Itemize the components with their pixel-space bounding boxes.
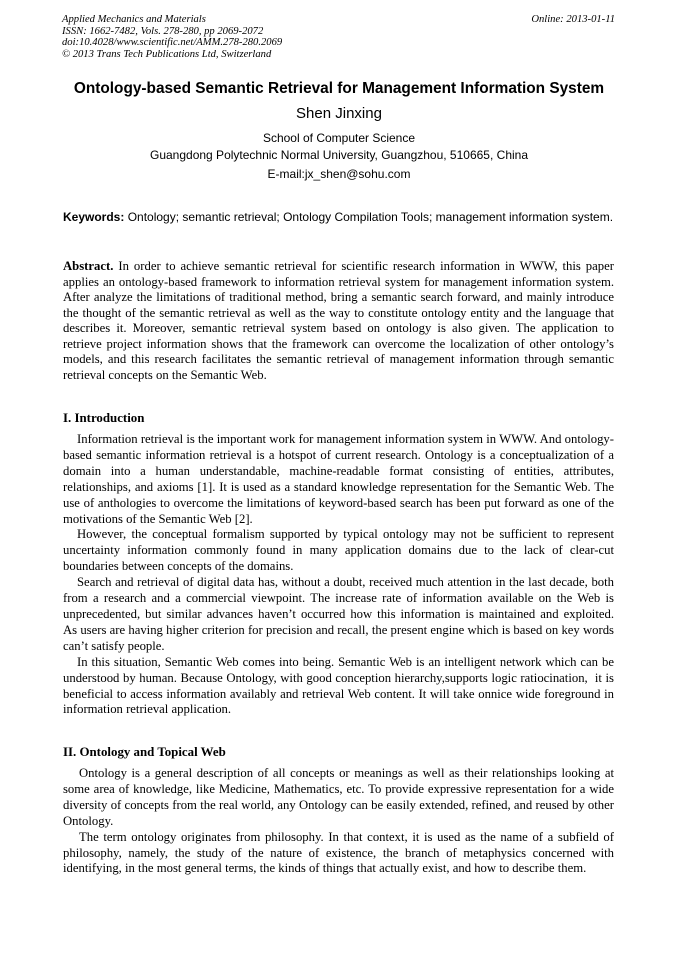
author-email: E-mail:jx_shen@sohu.com xyxy=(267,167,411,181)
author-name: Shen Jinxing xyxy=(296,105,382,122)
section-heading-introduction: I. Introduction xyxy=(63,411,145,425)
keywords-block xyxy=(63,209,614,226)
section-body-introduction xyxy=(63,432,630,718)
copyright-line: © 2013 Trans Tech Publications Ltd, Switzerland xyxy=(62,48,272,60)
affiliation-line-1: School of Computer Science xyxy=(262,131,416,145)
paragraph: The term ontology originates from philosophy. In that context, it is used as the name of a subfield of philosophy, namely, the study of the nature of existence, the branch of metaphysics concerned with identifying, in the most general terms, the kinds of things that actually exist, and how to describe them. xyxy=(63,829,614,876)
paragraph: Search and retrieval of digital data has, without a doubt, received much attention in the last decade, both from a research and a commercial viewpoint. The increase rate of information available on the Web is unprecedented, but similar advances haven’t occurred how this information is maintained and exploited. As users are having higher criterion for precision and recall, the present engine which is based on key words can’t satisfy people. xyxy=(63,575,630,653)
paragraph: Ontology is a general description of all concepts or meanings as well as their relationships looking at some area of knowledge, like Medicine, Mathematics, etc. To provide expressive representation for a wide diversity of concepts from the real world, any Ontology can be easily extended, refined, and reused by other Ontology. xyxy=(63,766,614,828)
keywords-label: Keywords: xyxy=(63,210,125,224)
affiliation-line-2: Guangdong Polytechnic Normal University, Guangzhou, 510665, China xyxy=(150,147,528,162)
affiliation xyxy=(40,130,638,163)
journal-name: Applied Mechanics and Materials xyxy=(62,14,206,25)
doi-line: doi:10.4028/www.scientific.net/AMM.278-280.2069 xyxy=(62,37,283,49)
paragraph: However, the conceptual formalism supported by typical ontology may not be sufficient to represent uncertainty information commonly found in many application domains due to the lack of clear-cut boundaries between concepts of the domains. xyxy=(63,527,614,574)
paragraph: In this situation, Semantic Web comes into being. Semantic Web is an intelligent network which can be understood by human. Because Ontology, with good conception hierarchy,supports logic ratiocination, it is beneficial to access information availably and retrieval Web content. It will take onnice wide foreground in information retrieval application. xyxy=(63,654,618,717)
abstract-label: Abstract. xyxy=(63,259,114,273)
paragraph: Information retrieval is the important work for management information system in WWW. And ontology-based semantic information retrieval is a hotspot of current research. Ontology is a conceptualization of a domain into a human understandable, machine-readable format consisting of entities, attributes, relationships, and axioms [1]. It is used as a standard knowledge representation for the Semantic Web. The use of anthologies to overcome the limitations of keyword-based search has been put forward as one of the motivations of the Semantic Web [2]. xyxy=(63,432,614,526)
online-date: Online: 2013-01-11 xyxy=(531,14,615,25)
paper-title: Ontology-based Semantic Retrieval for Management Information System xyxy=(73,80,605,97)
abstract-block xyxy=(63,259,614,383)
abstract-text: In order to achieve semantic retrieval for scientific research information in WWW, this paper applies an ontology-based framework to information retrieval system for management information system. After analyze the limitations of traditional method, bring a semantic search forward, and mainly introduce the thought of the semantic retrieval as well as the way to constitute ontology entity and the language that describes it. Moreover, semantic retrieval system based on ontology is also given. The application to retrieve project information shows that the framework can overcome the localization of other ontology’s models, and this research facilitates the semantic retrieval of management information through semantic retrieval concepts on the Semantic Web. xyxy=(63,259,614,382)
issn-line: ISSN: 1662-7482, Vols. 278-280, pp 2069-2072 xyxy=(62,25,264,37)
section-heading-ontology: II. Ontology and Topical Web xyxy=(63,745,226,759)
journal-header xyxy=(62,14,482,60)
keywords-text: Ontology; semantic retrieval; Ontology Compilation Tools; management information system. xyxy=(124,210,614,224)
section-body-ontology xyxy=(63,766,614,877)
